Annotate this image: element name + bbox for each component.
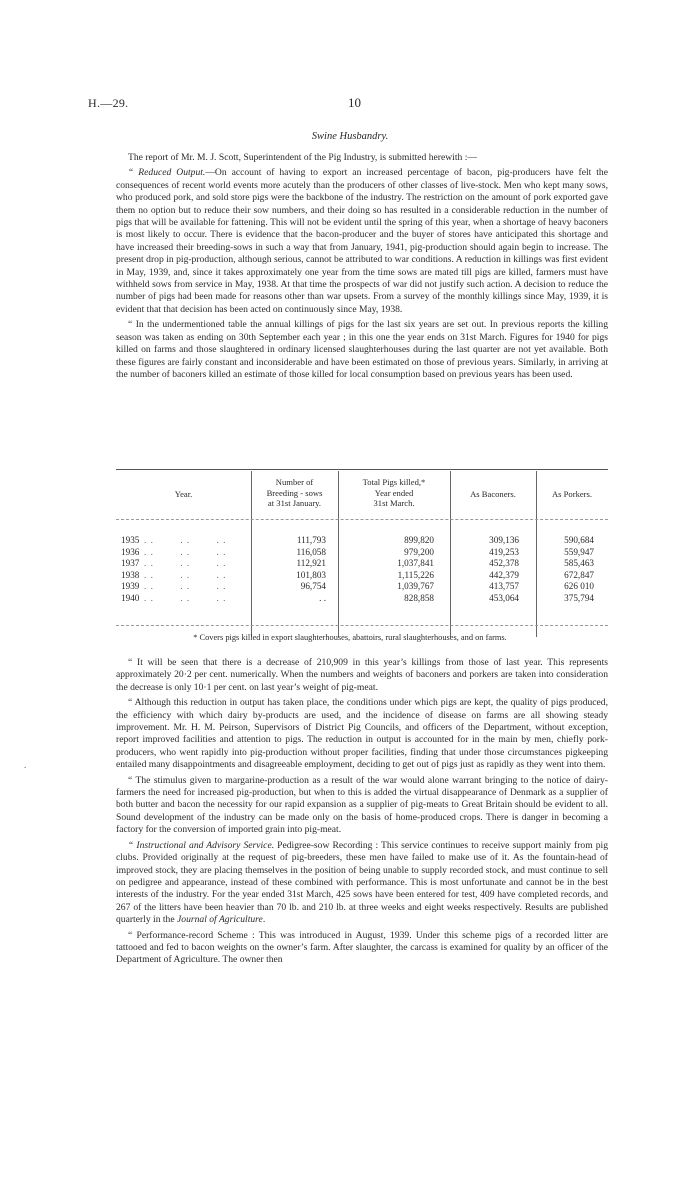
cell-porkers: 559,947 (564, 546, 594, 557)
cell-year: 1935 (121, 535, 140, 545)
instructional-end: . (262, 914, 266, 926)
instructional-paragraph (116, 840, 608, 927)
header-baconers: As Baconers. (470, 489, 516, 499)
reduced-output-text: —On account of having to export an increased percentage of bacon, pig-producers have felt the consequences of recent world events more acutely than the producers of other classes of live-stock. Men who kept many sows, who produced pork, and sold store pigs were the backbone of the industry. The restriction on the amount of pork exported gave them no option but to reduce their sow numbers, and their doing so has resulted in a considerable reduction in the number of pigs that will be available for fattening. This will not be evident until the spring of this year, when a shortage of heavy baconers is most likely to occur. There is evidence that the bacon-producer and the buyer of stores have anticipated this shortage and have increased their breeding-sows in such a way that from January, 1941, pig-production should again begin to increase. The present drop in pig-production, although serious, cannot be attributed to war conditions. A reduction in killings was first evident in May, 1939, and, since it takes approximately one year from the time sows are mated till pigs are killed, farmers must have withheld sows from service in May, 1938. At that time the prospects of war did not justify such action. A decision to reduce the number of pigs had been made for reasons other than war upsets. From a survey of the monthly killings since May, 1939, it is evident that that decision has been acted on continuously since May, 1938. (116, 167, 608, 315)
header-breeding-sows (251, 477, 338, 509)
table-bottom-rule (116, 625, 608, 626)
cell-porkers: 585,463 (564, 558, 594, 569)
table-footnote: * Covers pigs killed in export slaughterhouses, abattoirs, rural slaughterhouses, and on farms. (193, 633, 507, 642)
leader-dots: . . . . . . (144, 593, 227, 603)
cell-porkers: 590,684 (564, 535, 594, 545)
cell-total: 1,037,841 (397, 558, 434, 569)
table-row (116, 547, 608, 558)
cell-baconers: 419,253 (489, 546, 519, 557)
instructional-text: Pedigree-sow Recording : This service continues to receive support mainly from pig clubs. Provided originally at the request of pig-breeders, these men have failed to make use of it. As the fountain-head of improved stock, they are placing themselves in the position of being unable to supply recorded stock, and must continue to sell on pedigree and appearance, instead of these combined with performance. This is most unfortunate and cannot be in the best interests of the industry. For the year ended 31st March, 425 sows have been entered for test, 409 have completed records, and 267 of the litters have been heavier than 70 lb. and 210 lb. at three weeks and eight weeks respectively. Results are published quarterly in the (116, 839, 608, 926)
intro-paragraph: The report of Mr. M. J. Scott, Superintendent of the Pig Industry, is submitted herewith :— (128, 152, 477, 163)
cell-baconers: 453,064 (489, 593, 519, 603)
table-row (116, 570, 608, 581)
header-year: Year. (174, 489, 193, 499)
table-row (116, 593, 608, 604)
cell-baconers: 442,379 (489, 569, 519, 580)
body-text-block (116, 657, 608, 967)
section-title: Swine Husbandry. (311, 131, 389, 142)
journal-title: Journal of Agriculture (177, 914, 263, 926)
improvement-paragraph: “ Although this reduction in output has taken place, the conditions under which pigs are kept, the quality of pigs produced, the efficiency with which dairy by-products are used, and the incidence of disease on farms are all showing steady improvement. Mr. H. M. Peirson, Supervisors of District Pig Councils, and officers of the Department, without exception, report improved facilities and attention to pigs. The reduction in output is accounted for in the main by men, chiefly pork-producers, who went rapidly into pig-production without proper facilities, finding that under those circumstances pigkeeping entailed many disappointments and disagreeable employment, deciding to get out of pigs just as rapidly as they went into them. (116, 697, 608, 771)
cell-baconers: 309,136 (489, 535, 519, 545)
cell-sows: 116,058 (296, 546, 326, 557)
leader-dots: . . . . . . (144, 535, 227, 545)
table-top-rule (116, 469, 608, 470)
header-porkers: As Porkers. (551, 489, 593, 499)
cell-sows: 111,793 (296, 535, 326, 545)
document-reference: H.—29. (88, 96, 129, 110)
leader-dots: . . . . . . (144, 546, 227, 557)
header-line: Number of (275, 477, 314, 487)
cell-total: 1,039,767 (397, 581, 434, 592)
cell-sows: . . (319, 593, 326, 603)
table-intro-paragraph: “ In the undermentioned table the annual killings of pigs for the last six years are set out. In previous reports the killing season was taken as ending on 30th September each year ; in this one the year ends on 31st March. Figures for 1940 for pigs killed on farms and those slaughtered in ordinary licensed slaughterhouses during the last quarter are not yet available. Both these figures are fairly constant and inconsiderable and have been estimated on those of previous years. Similarly, in arriving at the number of baconers killed an estimate of those killed for local consumption based on previous years has been used. (116, 319, 608, 380)
cell-sows: 96,754 (300, 581, 326, 592)
instructional-label: “ Instructional and Advisory Service. (128, 839, 275, 851)
table-row (116, 581, 608, 592)
cell-baconers: 452,378 (489, 558, 519, 569)
reduced-output-label: “ Reduced Output. (128, 167, 206, 179)
intro-text-block (116, 152, 608, 381)
page-number: 10 (348, 95, 361, 110)
table-row (116, 535, 608, 546)
stimulus-paragraph: “ The stimulus given to margarine-production as a result of the war would alone warrant bringing to the notice of dairy-farmers the need for increased pig-production, but when to this is added the virtual disappearance of Denmark as a supplier of both butter and bacon the necessity for our rapid expansion as a supplier of pig-meats to Great Britain should be evident to all. Sound development of the industry can be made only on the basis of home-produced crops. There is danger in becoming a factory for the conversion of imported grain into pig-meat. (116, 774, 608, 836)
header-line: at 31st January. (267, 498, 322, 508)
header-line: Year ended (374, 487, 414, 498)
decrease-paragraph: “ It will be seen that there is a decrease of 210,909 in this year’s killings from those of last year. This represents approximately 20·2 per cent. numerically. When the numbers and weights of baconers and porkers are taken into consideration the decrease is only 10·1 per cent. on last year’s weight of pig-meat. (116, 657, 608, 693)
cell-baconers: 413,757 (489, 581, 519, 592)
performance-paragraph: “ Performance-record Scheme : This was introduced in August, 1939. Under this scheme pigs of a recorded litter are tattooed and fed to bacon weights on the owner’s farm. After slaughter, the carcass is examined for quality by an officer of the Department of Agriculture. The owner then (116, 929, 608, 966)
header-line: 31st March. (373, 498, 415, 508)
cell-sows: 101,803 (296, 569, 326, 580)
header-bottom-rule (116, 519, 608, 520)
cell-porkers: 375,794 (564, 593, 594, 603)
cell-porkers: 672,847 (564, 569, 594, 580)
cell-year: 1939 (121, 581, 140, 592)
leader-dots: . . . . . . (144, 569, 227, 580)
table-row (116, 558, 608, 569)
cell-year: 1938 (121, 569, 140, 580)
reduced-output-paragraph (116, 167, 608, 316)
cell-total: 1,115,226 (397, 569, 434, 580)
cell-year: 1940 (121, 593, 140, 603)
leader-dots: . . . . . . (144, 558, 227, 569)
cell-year: 1936 (121, 546, 140, 557)
cell-total: 899,820 (404, 535, 434, 545)
cell-total: 979,200 (404, 546, 434, 557)
cell-sows: 112,921 (296, 558, 326, 569)
cell-year: 1937 (121, 558, 140, 569)
margin-mark: . (24, 760, 27, 770)
header-line: Total Pigs killed,* (362, 477, 426, 487)
cell-total: 828,858 (404, 593, 434, 603)
leader-dots: . . . . . . (144, 581, 227, 592)
header-total-killed (338, 477, 450, 509)
header-line: Breeding - sows (266, 487, 323, 498)
cell-porkers: 626 010 (564, 581, 594, 592)
